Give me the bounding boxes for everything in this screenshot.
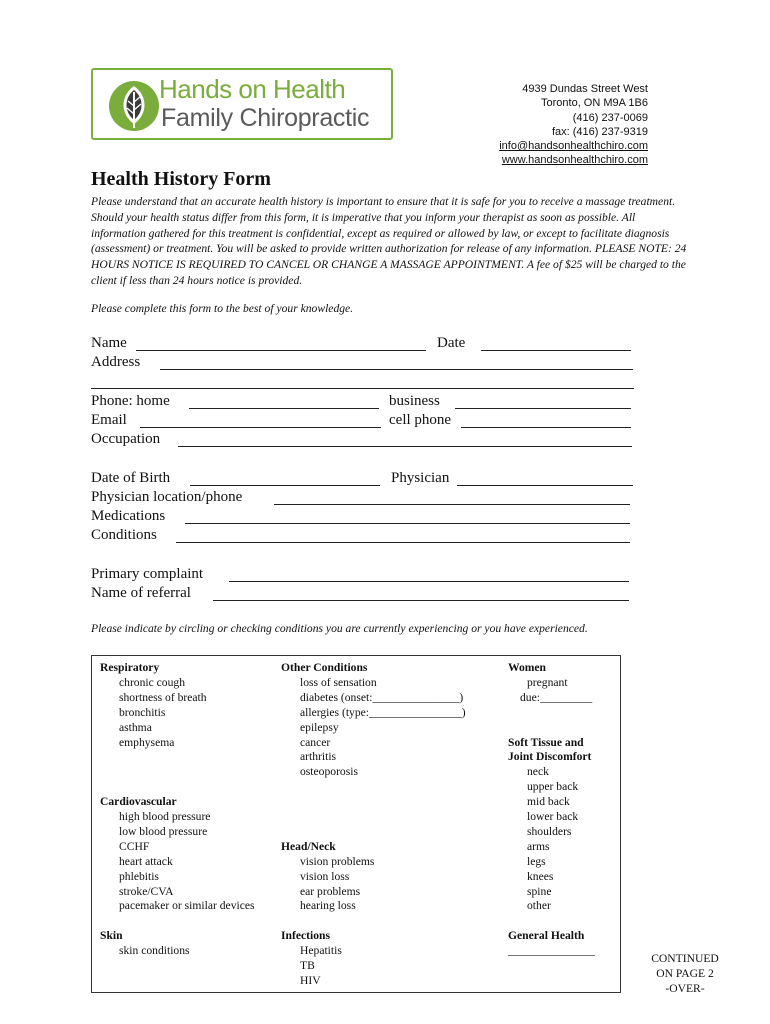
phone-home-label: Phone: home bbox=[91, 393, 170, 409]
checklist-item[interactable]: neck bbox=[527, 765, 549, 779]
checklist-item[interactable]: osteoporosis bbox=[300, 765, 358, 779]
checklist-item[interactable]: upper back bbox=[527, 780, 579, 794]
checklist-item[interactable]: CCHF bbox=[119, 839, 150, 853]
checklist-column-1 bbox=[100, 661, 255, 959]
cell-phone-field[interactable] bbox=[461, 427, 631, 428]
general-health-heading: General Health bbox=[508, 929, 585, 943]
occupation-label: Occupation bbox=[91, 431, 161, 447]
occupation-field[interactable] bbox=[178, 446, 632, 447]
checklist-item[interactable]: spine bbox=[527, 884, 552, 898]
checklist-item[interactable]: due:_________ bbox=[520, 690, 593, 704]
checklist-column-2 bbox=[281, 661, 466, 989]
checklist-item[interactable]: vision loss bbox=[300, 869, 350, 883]
skin-heading: Skin bbox=[100, 929, 123, 943]
checklist-item[interactable]: chronic cough bbox=[119, 675, 185, 689]
checklist-item[interactable]: low blood pressure bbox=[119, 824, 208, 838]
business-phone-field[interactable] bbox=[455, 408, 631, 409]
checklist-item[interactable]: shortness of breath bbox=[119, 690, 207, 704]
address-field[interactable] bbox=[160, 369, 633, 370]
other-conditions-heading: Other Conditions bbox=[281, 661, 368, 674]
street-address: 4939 Dundas Street West bbox=[522, 83, 648, 95]
checklist-instructions: Please indicate by circling or checking conditions you are currently experiencing or you have experienced. bbox=[91, 622, 588, 635]
dob-field[interactable] bbox=[190, 485, 380, 486]
phone-home-field[interactable] bbox=[189, 408, 379, 409]
checklist-item[interactable]: mid back bbox=[527, 795, 570, 809]
continued-line-1: CONTINUED bbox=[651, 952, 719, 965]
checklist-item[interactable]: high blood pressure bbox=[119, 810, 211, 824]
date-field[interactable] bbox=[481, 350, 631, 351]
referral-field[interactable] bbox=[213, 600, 629, 601]
physician-field[interactable] bbox=[457, 485, 633, 486]
infections-heading: Infections bbox=[281, 929, 330, 943]
medications-field[interactable] bbox=[185, 523, 630, 524]
checklist-item[interactable]: other bbox=[527, 899, 551, 913]
checklist-item[interactable]: HIV bbox=[300, 973, 321, 987]
email-link[interactable]: info@handsonhealthchiro.com bbox=[499, 140, 648, 153]
conditions-label: Conditions bbox=[91, 527, 157, 543]
complete-note: Please complete this form to the best of your knowledge. bbox=[91, 302, 354, 315]
name-label: Name bbox=[91, 335, 127, 351]
address-label: Address bbox=[91, 354, 141, 370]
checklist-item[interactable]: TB bbox=[300, 959, 315, 973]
logo-line-1: Hands on Health bbox=[159, 74, 346, 104]
date-label: Date bbox=[437, 335, 466, 351]
physician-location-field[interactable] bbox=[274, 504, 630, 505]
cell-phone-label: cell phone bbox=[389, 412, 452, 428]
phone-number: (416) 237-0069 bbox=[572, 111, 648, 124]
respiratory-heading: Respiratory bbox=[100, 661, 160, 674]
referral-label: Name of referral bbox=[91, 585, 191, 601]
intro-paragraph: Please understand that an accurate health history is important to ensure that it is safe for you to receive a massage treatment. Should your health status differ from this form, it is imperative that you inform your therapist as soon as possible. All information gathered for this treatment is confidential, except as required or allowed by law, or except to facilitate diagnosis (assessment) or treatment. You will be asked to provide written authorization for release of any information. PLEASE NOTE: 24 HOURS NOTICE IS REQUIRED TO CANCEL OR CHANGE A MASSAGE APPOINTMENT. A fee of $25 will be charged to the client if less than 24 hours notice is provided. bbox=[91, 195, 687, 287]
checklist-item[interactable]: legs bbox=[527, 854, 546, 868]
email-field[interactable] bbox=[140, 427, 381, 428]
checklist-item[interactable]: skin conditions bbox=[119, 944, 190, 958]
checklist-item[interactable]: knees bbox=[527, 869, 554, 883]
checklist-item[interactable]: pacemaker or similar devices bbox=[119, 899, 255, 913]
checklist-item[interactable]: arms bbox=[527, 839, 550, 853]
checklist-item[interactable]: Hepatitis bbox=[300, 944, 342, 958]
checklist-item[interactable]: ear problems bbox=[300, 884, 361, 898]
checklist-item[interactable]: phlebitis bbox=[119, 869, 159, 883]
continued-note bbox=[640, 951, 730, 996]
continued-line-2: ON PAGE 2 bbox=[656, 967, 714, 980]
checklist-item[interactable]: vision problems bbox=[300, 854, 375, 868]
checklist-item[interactable]: stroke/CVA bbox=[119, 884, 174, 898]
checklist-item[interactable]: shoulders bbox=[527, 824, 572, 838]
dob-label: Date of Birth bbox=[91, 470, 171, 486]
fax-number: fax: (416) 237-9319 bbox=[551, 125, 648, 138]
checklist-item[interactable]: lower back bbox=[527, 810, 579, 824]
checklist-item[interactable]: diabetes (onset:_______________) bbox=[300, 690, 464, 704]
continued-line-3: -OVER- bbox=[665, 982, 705, 995]
address-field-line-2[interactable] bbox=[91, 388, 634, 389]
checklist-item[interactable]: pregnant bbox=[527, 675, 568, 689]
primary-complaint-label: Primary complaint bbox=[91, 566, 204, 582]
business-label: business bbox=[389, 393, 440, 409]
soft-tissue-heading: Soft Tissue and bbox=[508, 735, 584, 749]
logo-line-2: Family Chiropractic bbox=[161, 104, 370, 132]
checklist-item[interactable]: bronchitis bbox=[119, 705, 166, 719]
general-health-field[interactable]: _______________ bbox=[508, 944, 595, 958]
clinic-logo bbox=[91, 68, 393, 140]
physician-location-label: Physician location/phone bbox=[91, 489, 243, 505]
checklist-item[interactable]: emphysema bbox=[119, 735, 175, 749]
checklist-item[interactable]: loss of sensation bbox=[300, 675, 377, 689]
cardiovascular-heading: Cardiovascular bbox=[100, 795, 177, 809]
website-link[interactable]: www.handsonhealthchiro.com bbox=[501, 154, 648, 167]
checklist-column-3 bbox=[508, 661, 595, 959]
physician-label: Physician bbox=[391, 470, 450, 486]
women-heading: Women bbox=[508, 661, 547, 674]
contact-block bbox=[499, 82, 648, 168]
checklist-item[interactable]: allergies (type:________________) bbox=[300, 705, 466, 719]
checklist-item[interactable]: hearing loss bbox=[300, 899, 356, 913]
medications-label: Medications bbox=[91, 508, 166, 524]
city-postal: Toronto, ON M9A 1B6 bbox=[541, 97, 648, 110]
joint-discomfort-heading: Joint Discomfort bbox=[508, 750, 592, 764]
checklist-item[interactable]: epilepsy bbox=[300, 720, 339, 734]
checklist-item[interactable]: asthma bbox=[119, 720, 152, 734]
leaf-icon bbox=[109, 78, 159, 134]
primary-complaint-field[interactable] bbox=[229, 581, 629, 582]
head-neck-heading: Head/Neck bbox=[281, 839, 336, 853]
email-label: Email bbox=[91, 412, 127, 428]
checklist-item[interactable]: cancer bbox=[300, 735, 331, 749]
conditions-field[interactable] bbox=[176, 542, 630, 543]
name-field[interactable] bbox=[136, 350, 426, 351]
checklist-item[interactable]: heart attack bbox=[119, 854, 173, 868]
page-title: Health History Form bbox=[91, 168, 271, 190]
checklist-item[interactable]: arthritis bbox=[300, 750, 337, 764]
